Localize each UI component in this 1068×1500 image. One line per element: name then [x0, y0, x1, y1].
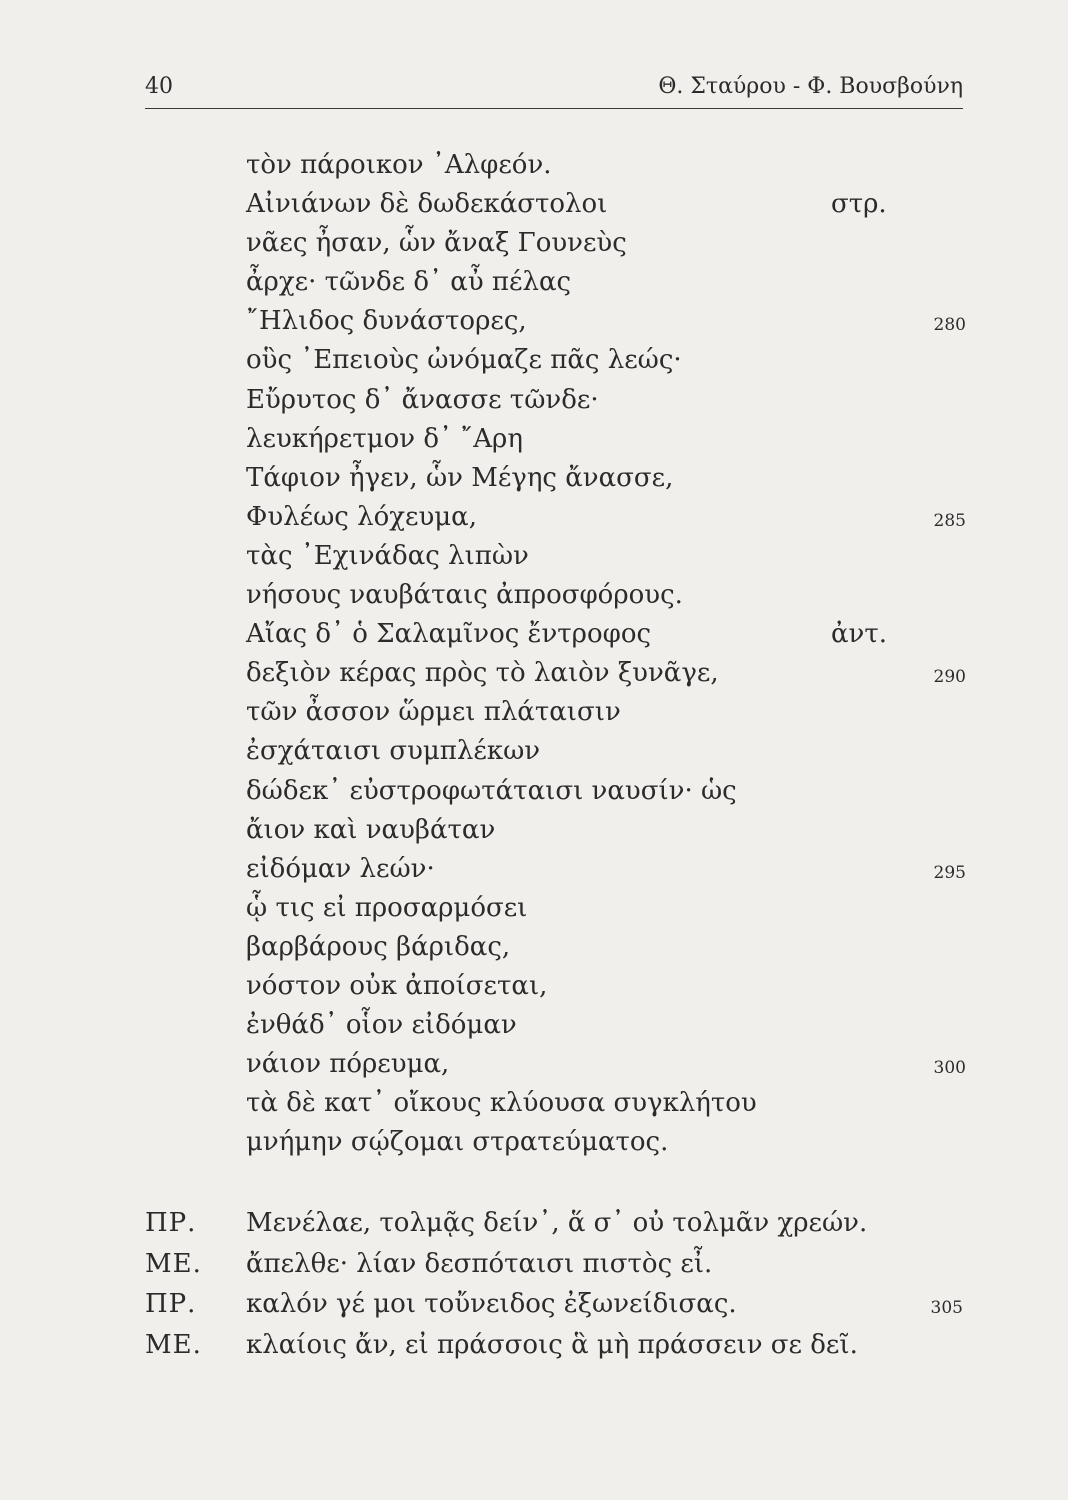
running-head: Θ. Σταύρου - Φ. Βουσβούνη — [658, 74, 963, 99]
verse-line — [246, 811, 966, 850]
verse-line-text: ἐνθάδ᾿ οἷον εἰδόμαν — [246, 1010, 517, 1041]
verse-line — [246, 967, 966, 1006]
verse-line — [246, 1084, 966, 1123]
verse-line-text: λευκήρετμον δ᾿ ῎Αρη — [246, 423, 523, 454]
verse-line-text: νόστον οὐκ ἀποίσεται, — [246, 970, 548, 1001]
verse-line — [246, 576, 966, 615]
verse-line — [246, 928, 966, 967]
dialogue-text: Μενέλαε, τολμᾷς δείν᾿, ἅ σ᾿ οὐ τολμᾶν χρεών. — [246, 1208, 868, 1238]
strophe-marker: ἀντ. — [831, 619, 888, 650]
speaker-label: ΜΕ. — [145, 1329, 202, 1360]
verse-line — [246, 459, 966, 498]
verse-line — [246, 146, 966, 185]
verse-line-text: ῎Ηλιδος δυνάστορες, — [246, 306, 527, 337]
verse-line-text: Αἰνιάνων δὲ δωδεκάστολοι — [246, 189, 608, 220]
verse-line — [246, 185, 966, 224]
verse-line-text: Τάφιον ἦγεν, ὧν Μέγης ἄνασσε, — [246, 462, 674, 493]
line-number: 285 — [933, 510, 966, 531]
header-rule — [145, 108, 963, 109]
verse-line-text: μνήμην σῴζομαι στρατεύματος. — [246, 1127, 669, 1158]
verse-line-text: ἄιον καὶ ναυβάταν — [246, 814, 496, 845]
verse-line-text: Αἴας δ᾿ ὁ Σαλαμῖνος ἔντροφος — [246, 619, 652, 650]
verse-line-text: Εὔρυτος δ᾿ ἄνασσε τῶνδε· — [246, 384, 599, 415]
line-number: 290 — [933, 667, 966, 688]
speaker-label: ΜΕ. — [145, 1248, 202, 1279]
verse-line-text: δεξιὸν κέρας πρὸς τὸ λαιὸν ξυνᾶγε, — [246, 658, 719, 689]
verse-line-text: τὰ δὲ κατ᾿ οἴκους κλύουσα συγκλήτου — [246, 1088, 757, 1119]
strophe-marker: στρ. — [831, 189, 887, 220]
verse-line-text: οὓς ᾿Επειοὺς ὠνόμαζε πᾶς λεώς· — [246, 345, 682, 376]
line-number: 295 — [933, 862, 966, 883]
verse-line-text: δώδεκ᾿ εὐστροφωτάταισι ναυσίν· ὡς — [246, 775, 737, 806]
dialogue-text: καλόν γέ μοι τοὔνειδος ἐξωνείδισας. — [246, 1289, 737, 1319]
verse-line — [246, 263, 966, 302]
verse-line-text: νᾶες ἦσαν, ὧν ἄναξ Γουνεὺς — [246, 228, 627, 259]
verse-line — [246, 654, 966, 693]
verse-line-text: τῶν ἆσσον ὥρμει πλάταισιν — [246, 697, 621, 728]
verse-line — [246, 302, 966, 341]
line-number: 280 — [933, 315, 966, 336]
verse-line — [246, 1123, 966, 1162]
verse-line-text: τὸν πάροικον ᾿Αλφεόν. — [246, 150, 552, 180]
verse-line-text: νάιον πόρευμα, — [246, 1049, 450, 1080]
verse-line — [246, 498, 966, 537]
verse-line — [246, 224, 966, 263]
dialogue-text: ἄπελθε· λίαν δεσπόταισι πιστὸς εἶ. — [246, 1248, 713, 1279]
verse-line-text: ἐσχάταισι συμπλέκων — [246, 736, 541, 767]
dialogue-line — [145, 1325, 963, 1366]
verse-line-text: ᾧ τις εἰ προσαρμόσει — [246, 892, 528, 923]
dialogue-line — [145, 1244, 963, 1285]
verse-line — [246, 772, 966, 811]
verse-line-text: βαρβάρους βάριδας, — [246, 931, 511, 962]
verse-line — [246, 693, 966, 732]
verse-line — [246, 889, 966, 928]
verse-line-text: εἰδόμαν λεών· — [246, 853, 435, 884]
line-number: 305 — [930, 1298, 963, 1318]
verse-line — [246, 341, 966, 380]
verse-line — [246, 420, 966, 459]
verse-line-text: νήσους ναυβάταις ἀπροσφόρους. — [246, 580, 683, 611]
verse-line — [246, 537, 966, 576]
page-number: 40 — [145, 74, 173, 99]
verse-line — [246, 1006, 966, 1045]
verse-line-text: τὰς ᾿Εχινάδας λιπὼν — [246, 540, 529, 571]
verse-line — [246, 850, 966, 889]
dialogue-text: κλαίοις ἄν, εἰ πράσσοις ἃ μὴ πράσσειν σε δεῖ. — [246, 1329, 858, 1360]
dialogue-line — [145, 1203, 963, 1244]
verse-line — [246, 615, 966, 654]
verse-block — [246, 146, 966, 1162]
verse-line-text: ἆρχε· τῶνδε δ᾿ αὖ πέλας — [246, 267, 572, 298]
dialogue-block — [145, 1203, 963, 1365]
verse-line — [246, 1045, 966, 1084]
speaker-label: ΠΡ. — [145, 1208, 197, 1238]
dialogue-line — [145, 1284, 963, 1325]
speaker-label: ΠΡ. — [145, 1289, 197, 1319]
verse-line — [246, 381, 966, 420]
verse-line — [246, 732, 966, 771]
line-number: 300 — [933, 1058, 966, 1079]
verse-line-text: Φυλέως λόχευμα, — [246, 501, 477, 532]
